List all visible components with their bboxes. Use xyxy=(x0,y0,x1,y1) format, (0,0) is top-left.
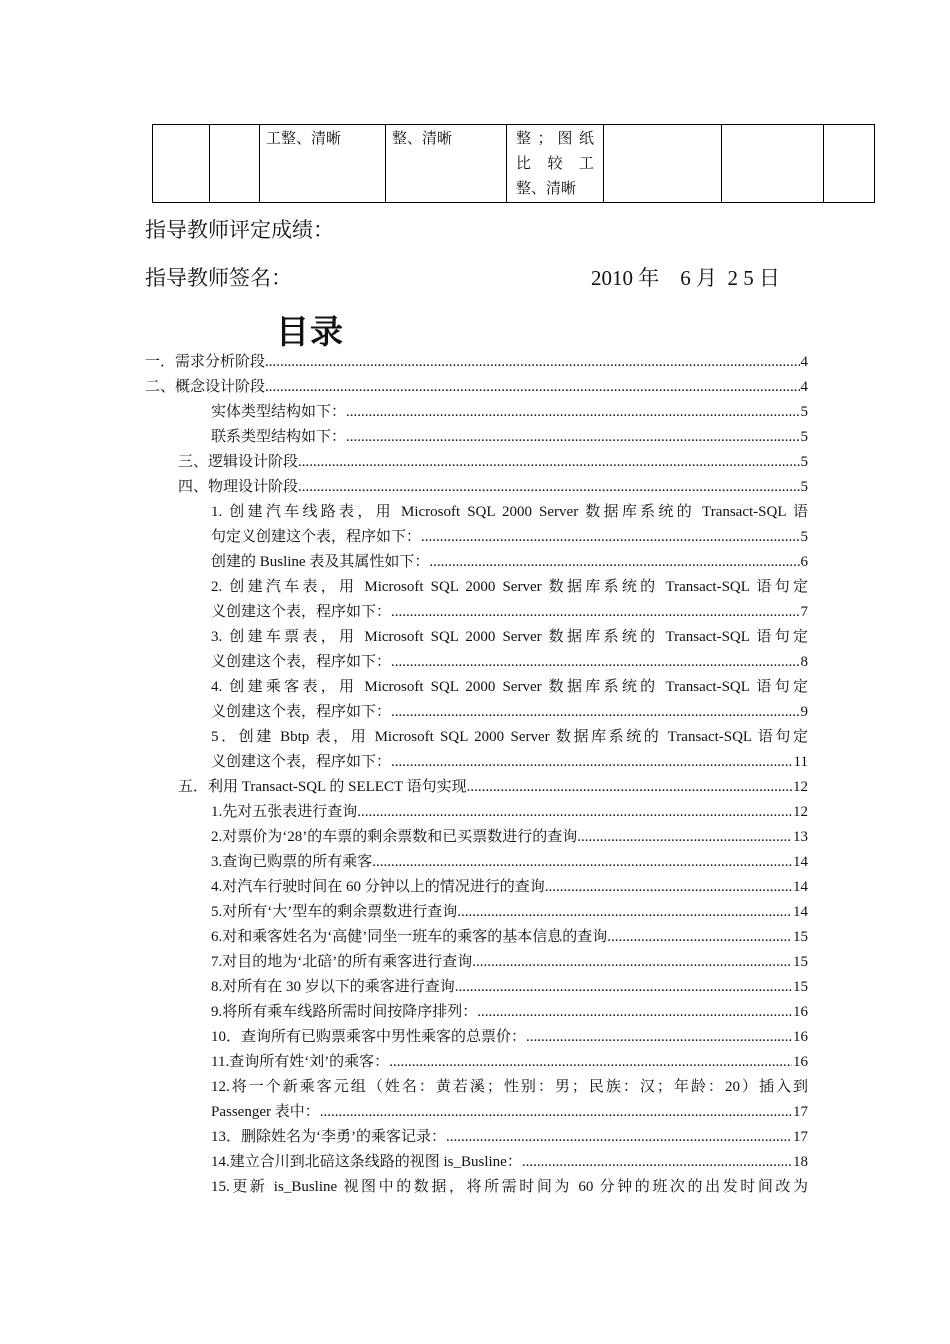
toc-entry[interactable] xyxy=(178,775,808,800)
toc-entry-text: 义创建这个表，程序如下： xyxy=(211,704,392,720)
toc-leader xyxy=(577,825,792,850)
toc-page: 16 xyxy=(793,1029,808,1045)
table-cell xyxy=(722,125,824,203)
toc-leader xyxy=(391,700,799,725)
toc-entry-text: 7.对目的地为‘北碚’的所有乘客进行查询 xyxy=(211,954,473,970)
toc-entry[interactable] xyxy=(211,850,808,875)
toc-leader xyxy=(522,1150,792,1175)
toc-page: 15 xyxy=(793,954,808,970)
toc-entry-line1[interactable]: 1. 创建汽车线路表，用 Microsoft SQL 2000 Server 数据库系统的 Transact-SQL 语 xyxy=(211,504,808,520)
toc-entry[interactable] xyxy=(211,1000,808,1025)
toc-leader xyxy=(391,600,799,625)
table-cell xyxy=(604,125,722,203)
table-cell xyxy=(386,125,507,203)
toc-entry[interactable] xyxy=(211,1150,808,1175)
toc-entry-line1[interactable]: 5．创建 Bbtp 表，用 Microsoft SQL 2000 Server 数据库系统的 Transact-SQL 语句定 xyxy=(211,729,808,745)
toc-entry[interactable] xyxy=(211,800,808,825)
toc-leader xyxy=(421,525,799,550)
toc-entry[interactable] xyxy=(211,700,808,725)
table-cell xyxy=(507,125,604,203)
toc-entry-text: 13．删除姓名为‘李勇’的乘客记录： xyxy=(211,1129,446,1145)
toc-entry[interactable] xyxy=(178,450,808,475)
toc-entry-line1[interactable]: 15.更新 is_Busline 视图中的数据，将所需时间为 60 分钟的班次的出发时间改为 xyxy=(211,1179,808,1195)
toc-page: 7 xyxy=(800,604,808,620)
cell-text: 整、清晰 xyxy=(516,181,577,197)
toc-entry-line1[interactable]: 12.将一个新乘客元组（姓名：黄若溪；性别：男；民族：汉；年龄：20）插入到 xyxy=(211,1079,808,1095)
toc-leader xyxy=(298,450,799,475)
toc-page: 8 xyxy=(800,654,808,670)
toc-entry-text: 创建的 Busline 表及其属性如下： xyxy=(211,554,430,570)
toc-entry[interactable] xyxy=(211,400,808,425)
toc-entry[interactable] xyxy=(211,875,808,900)
toc-leader xyxy=(265,375,799,400)
toc-page: 4 xyxy=(800,379,808,395)
toc-leader xyxy=(446,1125,792,1150)
toc-page: 13 xyxy=(793,829,808,845)
toc-page: 5 xyxy=(800,529,808,545)
toc-page: 6 xyxy=(800,554,808,570)
toc-entry-line1[interactable]: 3. 创建车票表，用 Microsoft SQL 2000 Server 数据库系统的 Transact-SQL 语句定 xyxy=(211,629,808,645)
toc-entry[interactable] xyxy=(211,975,808,1000)
toc-page: 15 xyxy=(793,979,808,995)
toc-entry[interactable] xyxy=(211,900,808,925)
toc-entry-text: 联系类型结构如下： xyxy=(211,429,347,445)
toc-page: 12 xyxy=(793,804,808,820)
toc-page: 17 xyxy=(793,1104,808,1120)
table-row xyxy=(153,125,875,203)
signature-date: 2010 年 6 月 2 5 日 xyxy=(591,266,780,290)
toc-page: 18 xyxy=(793,1154,808,1170)
toc-entry-text: Passenger 表中： xyxy=(211,1104,320,1120)
toc-entry[interactable] xyxy=(211,525,808,550)
toc-entry-text: 11.查询所有姓‘刘’的乘客： xyxy=(211,1054,390,1070)
table-cell xyxy=(260,125,386,203)
toc-entry[interactable] xyxy=(211,1125,808,1150)
grade-table xyxy=(152,124,875,203)
toc-entry[interactable] xyxy=(178,475,808,500)
toc-title: 目录 xyxy=(276,312,344,351)
toc-entry-text: 1.先对五张表进行查询 xyxy=(211,804,358,820)
cell-text: 整 ； 图 纸 xyxy=(516,131,594,147)
toc-page: 14 xyxy=(793,854,808,870)
toc-page: 5 xyxy=(800,479,808,495)
toc-entry-text: 三、逻辑设计阶段 xyxy=(178,454,299,470)
cell-text: 工整、清晰 xyxy=(266,131,342,147)
toc-page: 12 xyxy=(793,779,808,795)
toc-entry-text: 5.对所有‘大’型车的剩余票数进行查询 xyxy=(211,904,458,920)
toc-entry[interactable] xyxy=(211,1050,808,1075)
toc-entry-text: 实体类型结构如下： xyxy=(211,404,347,420)
toc-entry-text: 6.对和乘客姓名为‘高健’同坐一班车的乘客的基本信息的查询 xyxy=(211,929,608,945)
toc-leader xyxy=(346,400,799,425)
toc-entry-text: 2.对票价为‘28’的车票的剩余票数和已买票数进行的查询 xyxy=(211,829,578,845)
toc-page: 11 xyxy=(793,754,808,770)
toc-entry[interactable] xyxy=(211,600,808,625)
toc-entry-text: 二、概念设计阶段 xyxy=(145,379,266,395)
toc-entry-text: 9.将所有乘车线路所需时间按降序排列： xyxy=(211,1004,478,1020)
toc-leader xyxy=(472,950,792,975)
toc-entry[interactable] xyxy=(211,1025,808,1050)
toc-entry[interactable] xyxy=(211,650,808,675)
toc-leader xyxy=(545,875,792,900)
toc-entry-text: 五．利用 Transact-SQL 的 SELECT 语句实现 xyxy=(178,779,467,795)
toc-leader xyxy=(265,350,799,375)
toc-entry[interactable] xyxy=(145,350,808,375)
toc-entry-text: 四、物理设计阶段 xyxy=(178,479,299,495)
toc-leader xyxy=(357,800,792,825)
toc-entry-text: 10．查询所有已购票乘客中男性乘客的总票价： xyxy=(211,1029,527,1045)
toc-entry[interactable] xyxy=(211,950,808,975)
toc-page: 14 xyxy=(793,904,808,920)
toc-entry-text: 4.对汽车行驶时间在 60 分钟以上的情况进行的查询 xyxy=(211,879,545,895)
toc-leader xyxy=(526,1025,792,1050)
toc-entry-text: 一．需求分析阶段 xyxy=(145,354,266,370)
toc-leader xyxy=(346,425,799,450)
toc-leader xyxy=(391,650,799,675)
advisor-signature-label: 指导教师签名： xyxy=(145,266,292,290)
toc-entry-text: 义创建这个表，程序如下： xyxy=(211,754,392,770)
toc-page: 16 xyxy=(793,1004,808,1020)
toc-leader xyxy=(607,925,792,950)
toc-entry[interactable] xyxy=(145,375,808,400)
toc-entry-line1[interactable]: 2. 创建汽车表，用 Microsoft SQL 2000 Server 数据库系统的 Transact-SQL 语句定 xyxy=(211,579,808,595)
toc-leader xyxy=(457,900,792,925)
toc-page: 5 xyxy=(800,404,808,420)
toc-page: 16 xyxy=(793,1054,808,1070)
toc-page: 17 xyxy=(793,1129,808,1145)
toc-entry[interactable] xyxy=(211,925,808,950)
toc-page: 5 xyxy=(800,454,808,470)
toc-leader xyxy=(298,475,799,500)
toc-leader xyxy=(320,1100,792,1125)
toc-leader xyxy=(372,850,792,875)
toc-page: 5 xyxy=(800,429,808,445)
toc-leader xyxy=(477,1000,792,1025)
toc-entry-text: 句定义创建这个表，程序如下： xyxy=(211,529,422,545)
toc-entry[interactable] xyxy=(211,825,808,850)
toc-entry[interactable] xyxy=(211,425,808,450)
toc-leader xyxy=(389,1050,792,1075)
cell-text: 比 较 工 xyxy=(516,156,594,172)
toc-entry-line1[interactable]: 4. 创建乘客表，用 Microsoft SQL 2000 Server 数据库系统的 Transact-SQL 语句定 xyxy=(211,679,808,695)
toc-leader xyxy=(429,550,799,575)
table-cell xyxy=(153,125,210,203)
toc-page: 15 xyxy=(793,929,808,945)
toc-page: 14 xyxy=(793,879,808,895)
toc-entry-text: 8.对所有在 30 岁以下的乘客进行查询 xyxy=(211,979,455,995)
toc-entry[interactable] xyxy=(211,750,808,775)
toc-leader xyxy=(467,775,792,800)
toc-leader xyxy=(455,975,792,1000)
toc-entry-text: 3.查询已购票的所有乘客 xyxy=(211,854,373,870)
toc-page: 4 xyxy=(800,354,808,370)
table-cell xyxy=(824,125,875,203)
toc-entry-text: 义创建这个表，程序如下： xyxy=(211,604,392,620)
toc-entry-text: 义创建这个表，程序如下： xyxy=(211,654,392,670)
toc-leader xyxy=(391,750,793,775)
cell-text: 整、清晰 xyxy=(392,131,453,147)
toc-entry[interactable] xyxy=(211,1100,808,1125)
toc-entry-text: 14.建立合川到北碚这条线路的视图 is_Busline： xyxy=(211,1154,522,1170)
table-cell xyxy=(210,125,260,203)
toc-entry[interactable] xyxy=(211,550,808,575)
advisor-grade-label: 指导教师评定成绩： xyxy=(145,218,334,242)
toc-page: 9 xyxy=(800,704,808,720)
